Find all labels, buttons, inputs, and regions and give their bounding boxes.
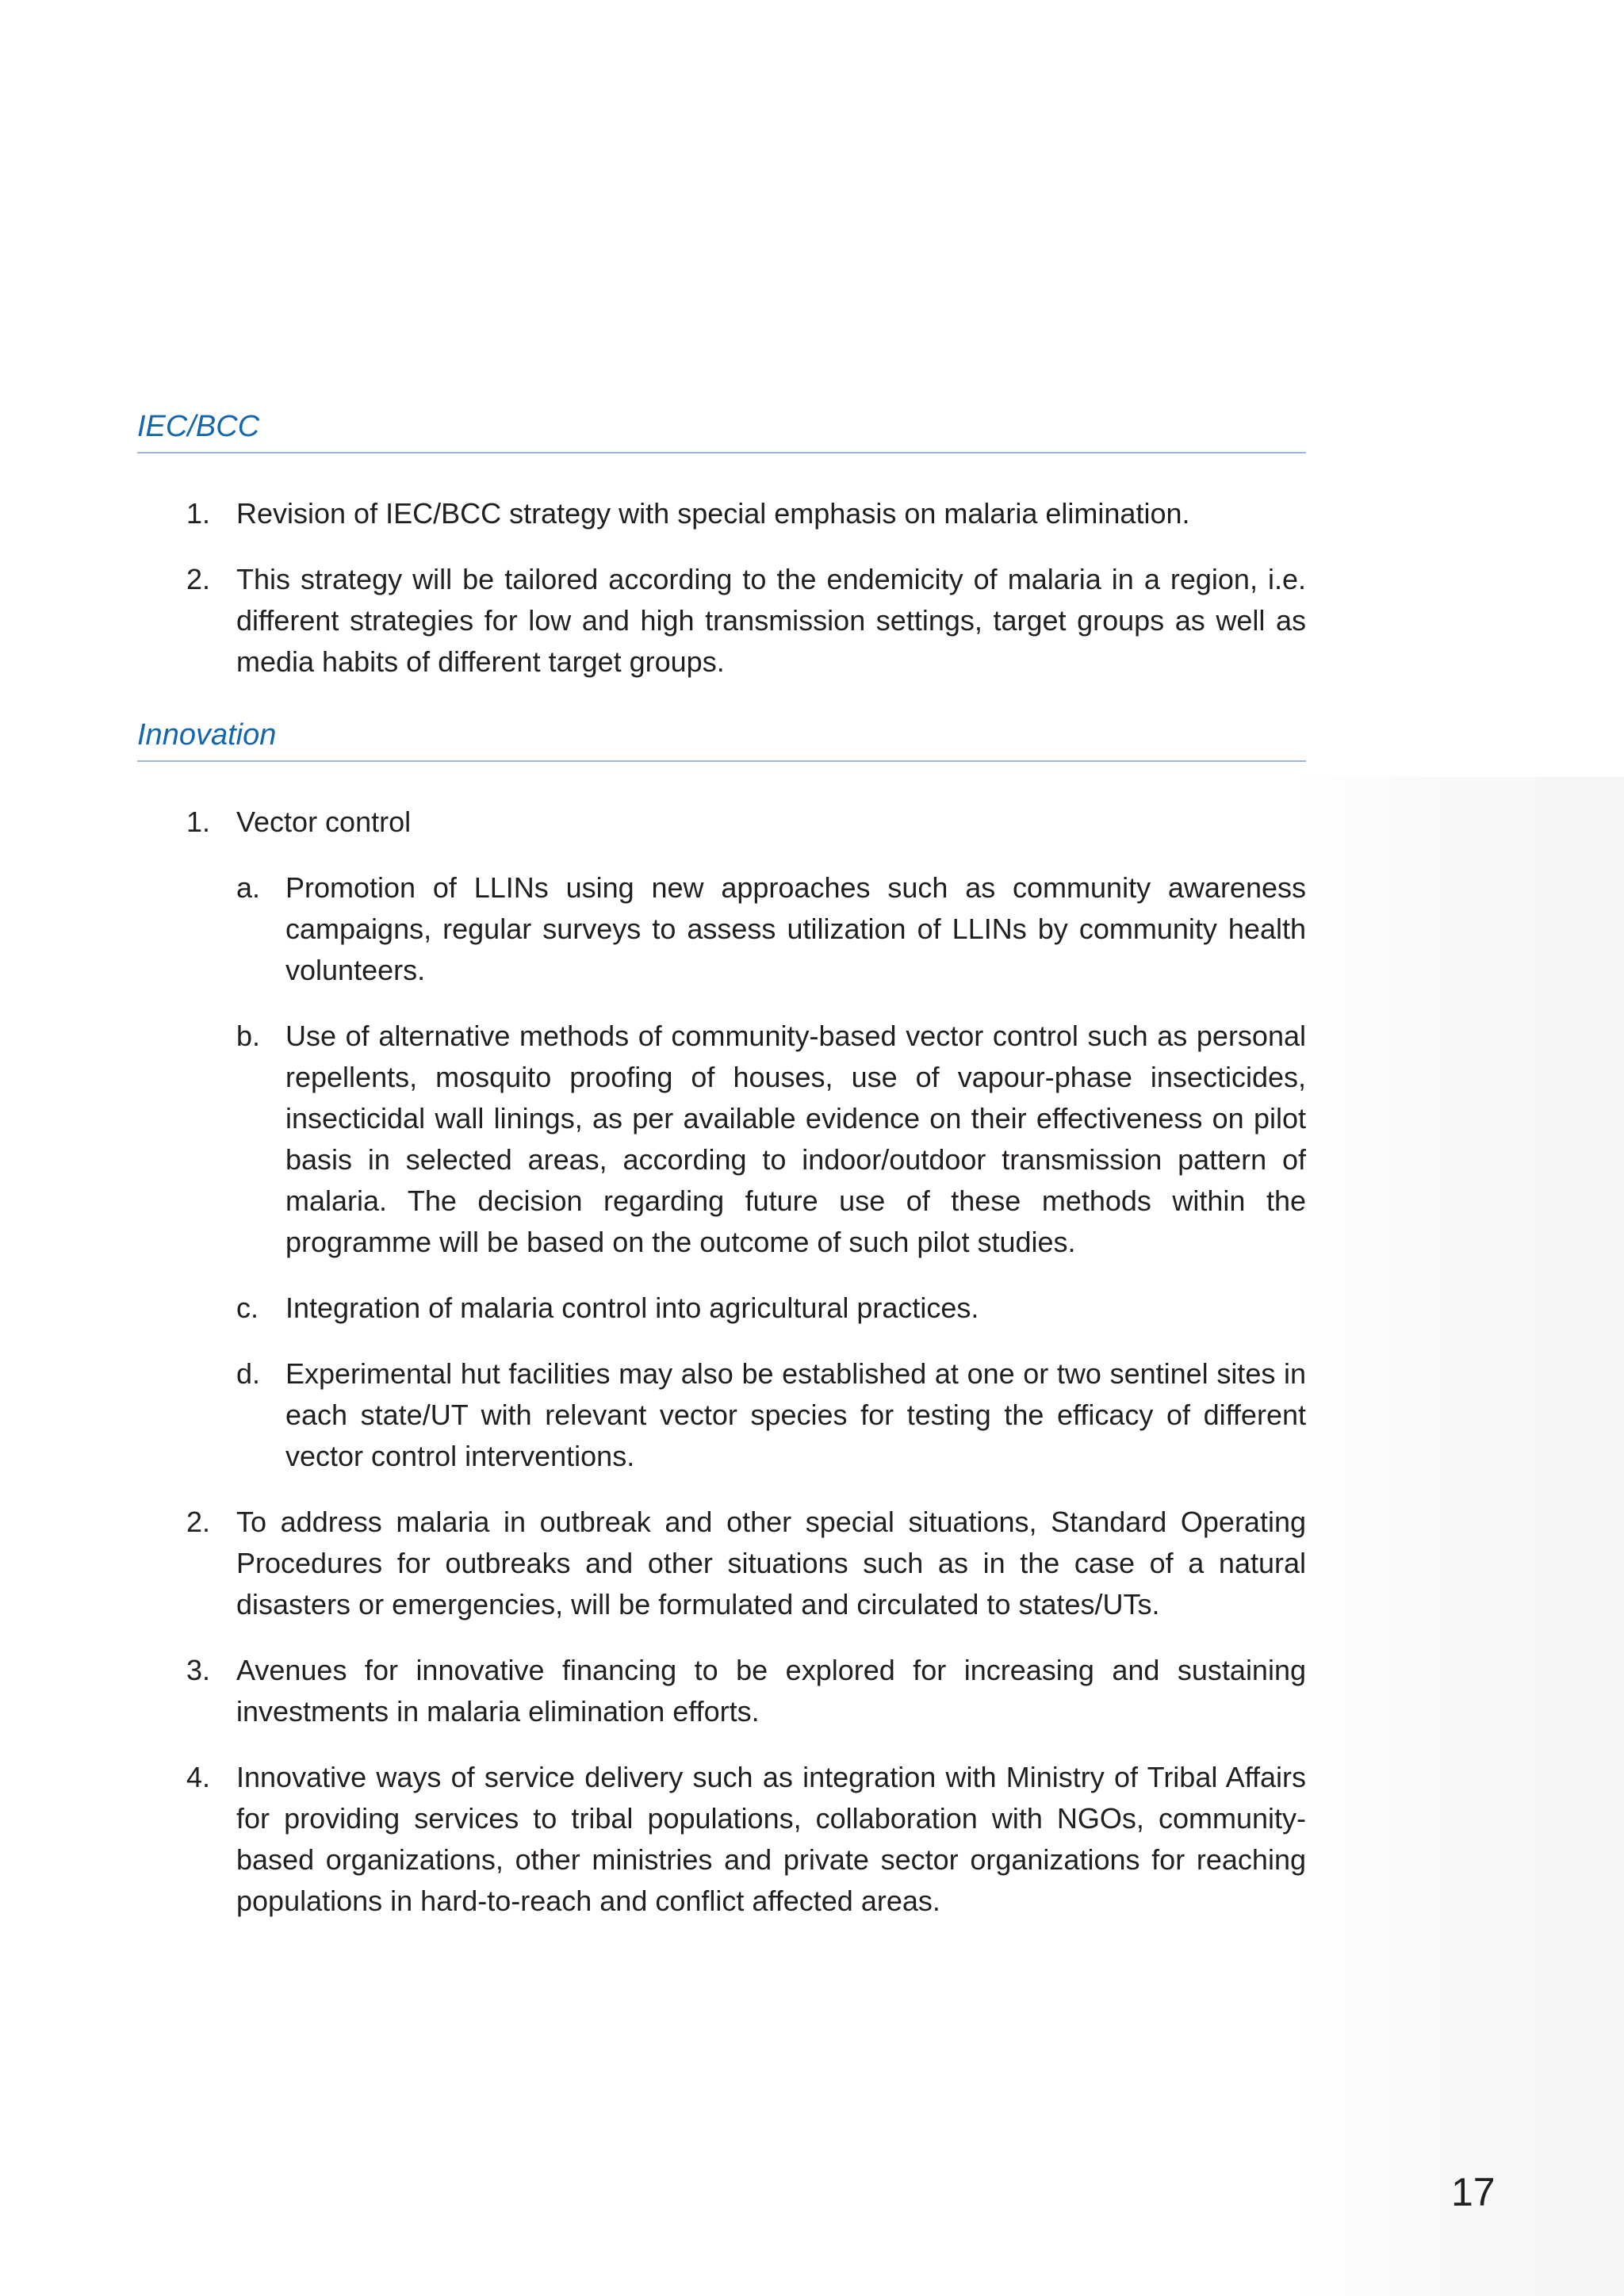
list-item-text: Avenues for innovative financing to be explored for increasing and sustaining investments in malaria elimination efforts. (236, 1654, 1306, 1728)
sublist-letter: b. (236, 1020, 261, 1052)
list-item (137, 1757, 1306, 1922)
sublist-item (236, 1016, 1306, 1263)
sublist-letter: a. (236, 871, 261, 904)
list-number: 2. (186, 563, 211, 595)
list-number: 1. (186, 806, 211, 838)
sublist-item-text: Integration of malaria control into agricultural practices. (285, 1292, 979, 1324)
list-item (137, 1650, 1306, 1732)
list-item-text: Revision of IEC/BCC strategy with special emphasis on malaria elimination. (236, 497, 1190, 530)
list-item-text: Vector control (236, 806, 412, 838)
sublist-item (236, 1353, 1306, 1477)
iec-bcc-list (137, 493, 1306, 683)
list-number: 4. (186, 1761, 211, 1793)
sublist-letter: d. (236, 1357, 261, 1390)
list-item (137, 802, 1306, 1477)
sublist-item-text: Use of alternative methods of community-based vector control such as personal repellents, mosquito proofing of houses, use of vapour-phase insecticides, insecticidal wall linings, as per available evidence on their effectiveness on pilot basis in selected areas, according to indoor/outdoor transmission pattern of malaria. The decision regarding future use of these methods within the programme will be based on the outcome of such pilot studies. (285, 1020, 1306, 1258)
list-item-text: This strategy will be tailored according to the endemicity of malaria in a region, i.e. different strategies for low and high transmission settings, target groups as well as media habits of different target groups. (236, 563, 1306, 678)
list-number: 2. (186, 1506, 211, 1538)
document-body (137, 404, 1306, 1946)
page-edge-shade (1297, 777, 1624, 2296)
sublist-item (236, 867, 1306, 991)
list-item (137, 559, 1306, 683)
list-item (137, 493, 1306, 534)
list-item (137, 1502, 1306, 1625)
section-heading-iec-bcc: IEC/BCC (137, 404, 1306, 453)
sublist-item-text: Promotion of LLINs using new approaches such as community awareness campaigns, regular surveys to assess utilization of LLINs by community health volunteers. (285, 871, 1306, 986)
section-heading-innovation: Innovation (137, 713, 1306, 762)
vector-control-sublist (236, 867, 1306, 1477)
sublist-letter: c. (236, 1292, 259, 1324)
page-number: 17 (1451, 2170, 1496, 2214)
innovation-list (137, 802, 1306, 1922)
list-item-text: Innovative ways of service delivery such as integration with Ministry of Tribal Affairs for providing services to tribal populations, collaboration with NGOs, community-based organizations, other ministries and private sector organizations for reaching populations in hard-to-reach and conflict affected areas. (236, 1761, 1306, 1917)
sublist-item-text: Experimental hut facilities may also be established at one or two sentinel sites in each state/UT with relevant vector species for testing the efficacy of different vector control interventions. (285, 1357, 1306, 1472)
list-number: 3. (186, 1654, 211, 1686)
list-number: 1. (186, 497, 211, 530)
sublist-item (236, 1288, 1306, 1329)
list-item-text: To address malaria in outbreak and other special situations, Standard Operating Procedures for outbreaks and other situations such as in the case of a natural disasters or emergencies, will be formulated and circulated to states/UTs. (236, 1506, 1306, 1621)
